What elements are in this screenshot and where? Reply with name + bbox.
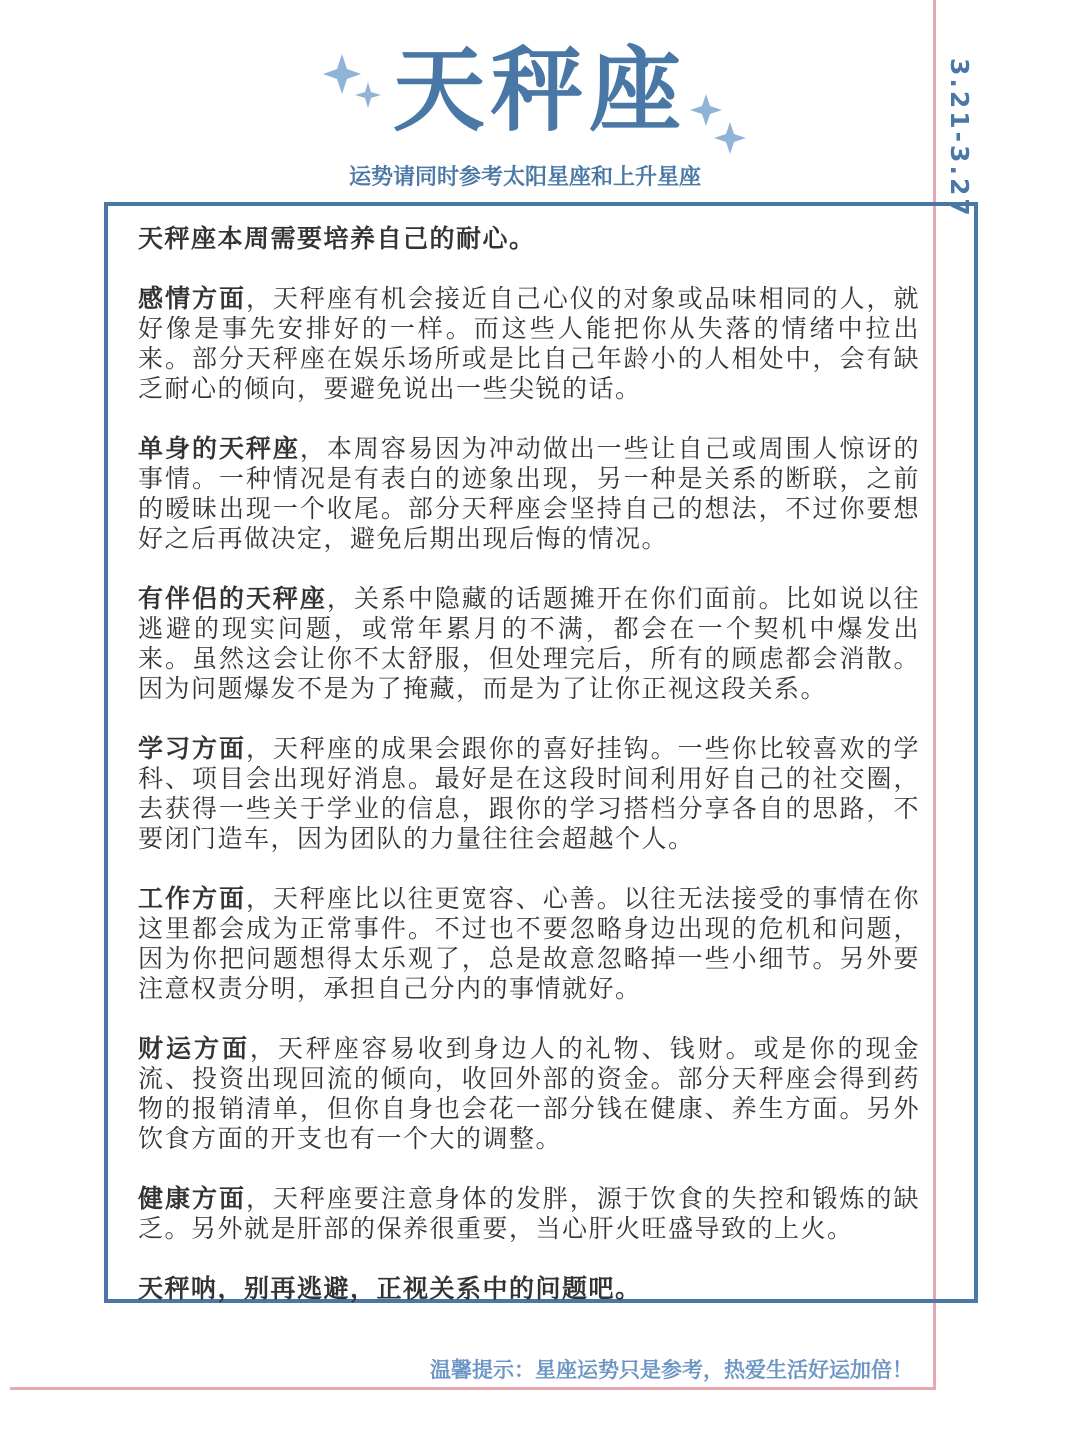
content-text bbox=[138, 224, 920, 1334]
date-range: 3.21-3.27 bbox=[945, 58, 974, 219]
section-wealth bbox=[138, 1034, 920, 1154]
section-heading: 健康方面 bbox=[138, 1184, 246, 1213]
section-body: ，天秤座有机会接近自己心仪的对象或品味相同的人，就好像是事先安排好的一样。而这些人能把你从失落的情绪中拉出来。部分天秤座在娱乐场所或是比自己年龄小的人相处中，会有缺乏耐心的倾向，要避免说出一些尖锐的话。 bbox=[138, 284, 920, 403]
section-heading: 学习方面 bbox=[138, 734, 246, 763]
section-work bbox=[138, 884, 920, 1004]
section-single bbox=[138, 434, 920, 554]
section-body: ，天秤座的成果会跟你的喜好挂钩。一些你比较喜欢的学科、项目会出现好消息。最好是在这段时间利用好自己的社交圈，去获得一些关于学业的信息，跟你的学习搭档分享各自的思路，不要闭门造车，因为团队的力量往往会超越个人。 bbox=[138, 734, 920, 853]
section-partnered bbox=[138, 584, 920, 704]
section-love bbox=[138, 284, 920, 404]
page-subtitle: 运势请同时参考太阳星座和上升星座 bbox=[348, 165, 701, 190]
content-box bbox=[104, 202, 978, 1303]
intro-line: 天秤座本周需要培养自己的耐心。 bbox=[138, 224, 536, 253]
section-body: ，关系中隐藏的话题摊开在你们面前。比如说以往逃避的现实问题，或常年累月的不满，都会在一个契机中爆发出来。虽然这会让你不太舒服，但处理完后，所有的顾虑都会消散。因为问题爆发不是为了掩藏，而是为了让你正视这段关系。 bbox=[138, 584, 920, 703]
section-study bbox=[138, 734, 920, 854]
section-body: ，天秤座容易收到身边人的礼物、钱财。或是你的现金流、投资出现回流的倾向，收回外部的资金。部分天秤座会得到药物的报销清单，但你自身也会花一部分钱在健康、养生方面。另外饮食方面的开支也有一个大的调整。 bbox=[138, 1034, 920, 1153]
footer-tip: 温馨提示：星座运势只是参考，热爱生活好运加倍！ bbox=[430, 1358, 913, 1382]
section-body: ，天秤座比以往更宽容、心善。以往无法接受的事情在你这里都会成为正常事件。不过也不要忽略身边出现的危机和问题，因为你把问题想得太乐观了，总是故意忽略掉一些小细节。另外要注意权责分明，承担自己分内的事情就好。 bbox=[138, 884, 920, 1003]
closing-line: 天秤呐，别再逃避，正视关系中的问题吧。 bbox=[138, 1274, 642, 1303]
section-heading: 工作方面 bbox=[138, 884, 246, 913]
page-title: 天秤座 bbox=[392, 37, 687, 144]
section-body: ，天秤座要注意身体的发胖，源于饮食的失控和锻炼的缺乏。另外就是肝部的保养很重要，当心肝火旺盛导致的上火。 bbox=[138, 1184, 920, 1243]
section-heading: 财运方面 bbox=[138, 1034, 250, 1063]
section-heading: 感情方面 bbox=[138, 284, 246, 313]
section-heading: 单身的天秤座 bbox=[138, 434, 300, 463]
pink-border-horizontal bbox=[10, 1387, 936, 1390]
section-health bbox=[138, 1184, 920, 1244]
section-body: ，本周容易因为冲动做出一些让自己或周围人惊讶的事情。一种情况是有表白的迹象出现，另一种是关系的断联，之前的暧昧出现一个收尾。部分天秤座会坚持自己的想法，不过你要想好之后再做决定，避免后期出现后悔的情况。 bbox=[138, 434, 920, 553]
section-heading: 有伴侣的天秤座 bbox=[138, 584, 327, 613]
